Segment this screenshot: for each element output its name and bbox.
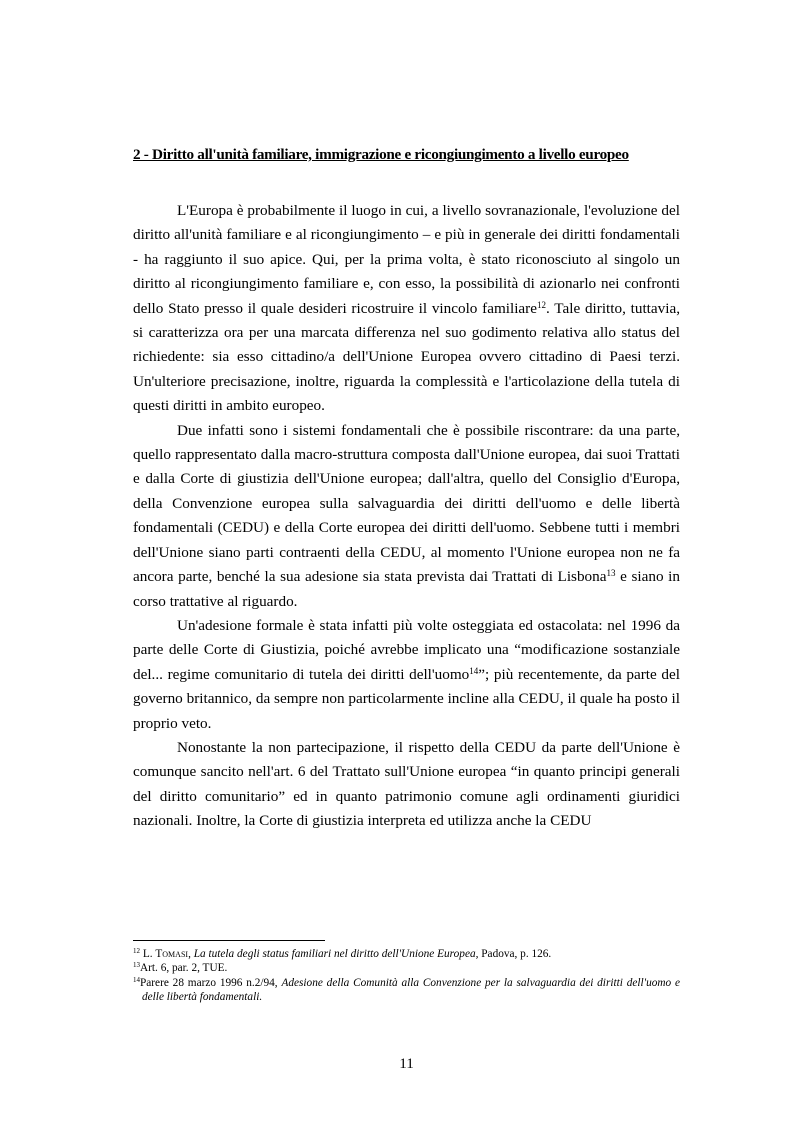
paragraph-text: Un'adesione formale è stata infatti più volte osteggiata ed ostacolata: nel 1996 da parte delle Corte di Giustizia, poiché avrebbe implicato una “modificazione sostanziale del... regime comunitario di tutela dei diritti dell'uomo (133, 616, 680, 683)
paragraph-text: e siano in corso trattative al riguardo. (133, 568, 680, 610)
paragraph-2 (133, 419, 680, 614)
footnote-12 (133, 947, 680, 961)
paragraph-text: L'Europa è probabilmente il luogo in cui, a livello sovranazionale, l'evoluzione del diritto all'unità familiare e al ricongiungimento – e più in generale dei diritti fondamentali - ha raggiunto il suo apice. Qui, per la prima volta, è stato riconosciuto al singolo un diritto al ricongiungimento familiare e, con esso, la possibilità di azionarlo nei confronti dello Stato presso il quale desideri ricostruire il vincolo familiare (133, 202, 680, 317)
section-heading: 2 - Diritto all'unità familiare, immigrazione e ricongiungimento a livello europeo (133, 146, 629, 163)
footnote-author: Tomasi (155, 948, 189, 960)
footnote-title: Adesione della Comunità alla Convenzione per la salvaguardia dei diritti dell'uomo e delle libertà fondamentali. (142, 976, 681, 1003)
footnote-ref[interactable]: 12 (536, 299, 546, 310)
footnote-ref[interactable]: 14 (469, 665, 479, 676)
paragraph-text: ”; più recentemente, da parte del governo britannico, da sempre non particolarmente incline alla CEDU, il quale ha posto il proprio veto. (133, 665, 680, 732)
footnote-number: 14 (133, 975, 140, 984)
footnote-14 (133, 976, 680, 1005)
footnote-number: 13 (133, 961, 140, 970)
footnote-author-initial: L. (140, 948, 156, 960)
footnote-separator-text: , (188, 948, 194, 960)
footnote-number: 12 (133, 947, 140, 955)
body-text (133, 199, 680, 834)
paragraph-text: Due infatti sono i sistemi fondamentali che è possibile riscontrare: da una parte, quello rappresentato dalla macro-struttura composta dall'Unione europea, dai suoi Trattati e dalla Corte di giustizia dell'Unione europea; dall'altra, quello del Consiglio d'Europa, della Convenzione europea sulla salvaguardia dei diritti dell'uomo e delle libertà fondamentali (CEDU) e della Corte europea dei diritti dell'uomo. Sebbene tutti i membri dell'Unione siano parti contraenti della CEDU, al momento l'Unione europea non ne fa ancora parte, benché la sua adesione sia stata prevista dai Trattati di Lisbona (133, 421, 680, 586)
footnote-rest: Padova, p. 126. (478, 948, 552, 960)
footnote-text: Parere 28 marzo 1996 n.2/94, (140, 976, 282, 989)
paragraph-3 (133, 614, 680, 736)
footnote-text: Art. 6, par. 2, TUE. (140, 962, 228, 975)
footnote-ref[interactable]: 13 (606, 568, 616, 579)
paragraph-text: . Tale diritto, tuttavia, si caratterizza ora per una marcata differenza nel suo godimento relativa allo status del richiedente: sia esso cittadino/a dell'Unione Europea ovvero cittadino di Paesi terzi. Un'ulteriore precisazione, inoltre, riguarda la complessità e l'articolazione della tutela di questi diritti in ambito europeo. (133, 299, 680, 415)
footnote-title: La tutela degli status familiari nel diritto dell'Unione Europea, (193, 948, 479, 960)
page-number: 11 (399, 1055, 414, 1072)
footnote-13 (133, 961, 680, 975)
paragraph-4: Nonostante la non partecipazione, il rispetto della CEDU da parte dell'Unione è comunque sancito nell'art. 6 del Trattato sull'Unione europea “in quanto principi generali del diritto comunitario” ed in quanto patrimonio comune agli ordinamenti giuridici nazionali. Inoltre, la Corte di giustizia interpreta ed utilizza anche la CEDU (133, 738, 680, 830)
footnote-separator (133, 940, 325, 941)
footnotes (133, 947, 680, 1004)
paragraph-1 (133, 199, 680, 419)
